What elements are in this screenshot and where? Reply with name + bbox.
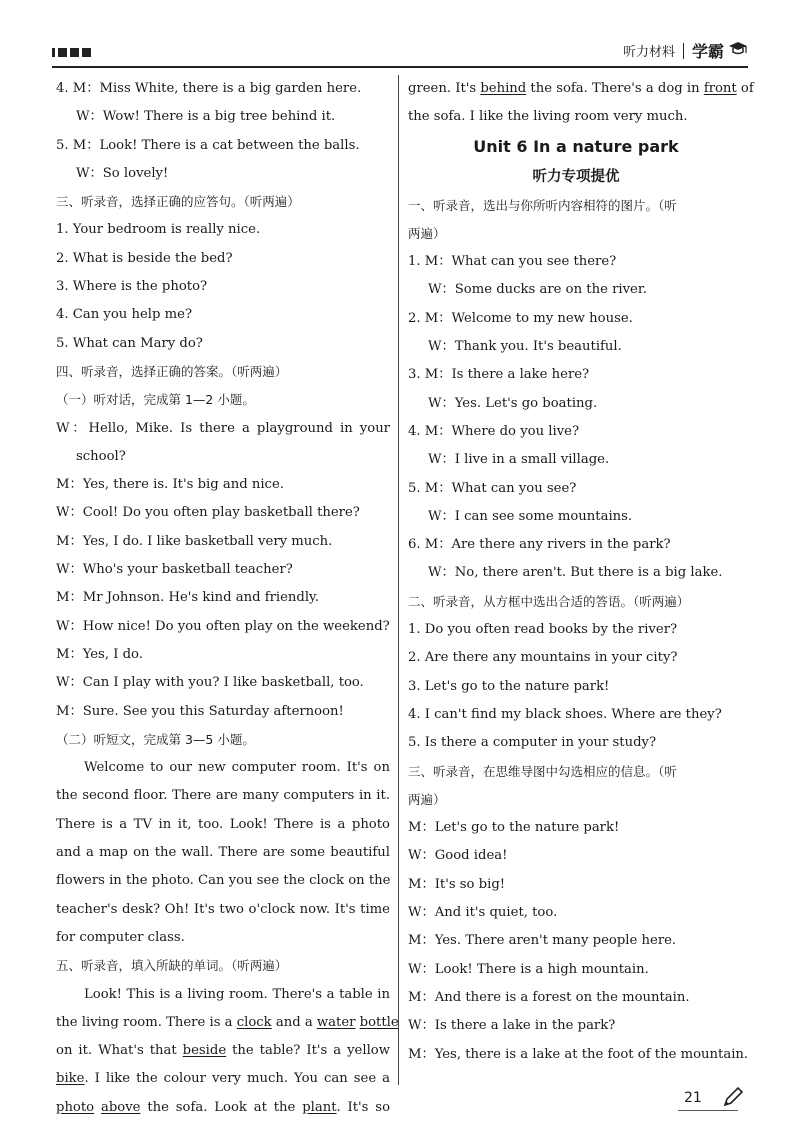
text-line: 2. What is beside the bed? bbox=[56, 250, 233, 266]
text-line: W：I can see some mountains. bbox=[428, 508, 633, 524]
text-segment: . I like the colour very much. You can see a bbox=[84, 1071, 390, 1087]
text-line: Look! This is a living room. There's a table in bbox=[84, 986, 390, 1002]
text-line: flowers in the photo. Can you see the clock on the bbox=[56, 873, 391, 889]
text-line bbox=[408, 75, 754, 103]
column-divider bbox=[398, 75, 399, 1085]
text-line: 2. M：Welcome to my new house. bbox=[408, 310, 633, 326]
header-block-marks bbox=[52, 48, 91, 57]
text-line: teacher's desk? Oh! It's two o'clock now. It's time bbox=[56, 901, 390, 917]
section-heading: 四、听录音，选择正确的答案。（听两遍） bbox=[56, 363, 288, 379]
text-line: 5. Is there a computer in your study? bbox=[408, 735, 657, 751]
text-line: W：Cool! Do you often play basketball there? bbox=[56, 505, 360, 521]
text-line: Welcome to our new computer room. It's on bbox=[84, 760, 390, 776]
text-line: W：I live in a small village. bbox=[428, 452, 610, 468]
filled-answer: above bbox=[100, 1099, 141, 1115]
text-line: 1. M：What can you see there? bbox=[408, 254, 617, 270]
text-line: W：Wow! There is a big tree behind it. bbox=[76, 109, 336, 125]
text-line: W：So lovely! bbox=[76, 165, 169, 181]
text-line: W：Hello, Mike. Is there a playground in your bbox=[56, 420, 390, 436]
text-line bbox=[56, 1094, 390, 1122]
text-line: W：How nice! Do you often play on the weekend? bbox=[56, 618, 390, 634]
page-header bbox=[0, 0, 800, 72]
filled-answer: photo bbox=[56, 1099, 95, 1115]
text-line: 4. M：Where do you live? bbox=[408, 423, 580, 439]
header-separator bbox=[683, 43, 684, 59]
text-line: for computer class. bbox=[56, 929, 185, 945]
section-heading: （一）听对话，完成第 1—2 小题。 bbox=[56, 392, 255, 408]
section-heading: （二）听短文，完成第 3—5 小题。 bbox=[56, 731, 255, 747]
section-title: 听力专项提优 bbox=[532, 168, 620, 185]
section-heading: 五、听录音，填入所缺的单词。（听两遍） bbox=[56, 958, 288, 974]
text-segment: of bbox=[736, 81, 754, 96]
text-segment: . It's so bbox=[336, 1099, 391, 1115]
section-heading: 一、听录音，选出与你所听内容相符的图片。（听 bbox=[408, 197, 677, 213]
header-label: 听力材料 bbox=[622, 45, 675, 60]
text-segment: the sofa. Look at the bbox=[140, 1099, 303, 1115]
text-segment: on it. What's that bbox=[56, 1043, 183, 1059]
text-line: 3. Let's go to the nature park! bbox=[408, 678, 610, 694]
text-line: and a map on the wall. There are some beautiful bbox=[56, 845, 390, 861]
text-line: M：Yes, there is a lake at the foot of the mountain. bbox=[408, 1046, 749, 1062]
text-line: W：Yes. Let's go boating. bbox=[428, 395, 598, 411]
footer-rule bbox=[678, 1110, 738, 1111]
header-rule bbox=[52, 66, 748, 68]
section-heading: 三、听录音，在思维导图中勾选相应的信息。（听 bbox=[408, 763, 677, 779]
text-line: 6. M：Are there any rivers in the park? bbox=[408, 537, 671, 553]
filled-answer: bike bbox=[56, 1071, 85, 1087]
text-line: M：Let's go to the nature park! bbox=[408, 820, 620, 836]
filled-answer: beside bbox=[182, 1043, 227, 1059]
header-brand: 学霸 bbox=[691, 42, 724, 61]
filled-answer: front bbox=[703, 81, 737, 96]
text-line: 3. M：Is there a lake here? bbox=[408, 367, 590, 383]
text-line: 5. M：What can you see? bbox=[408, 480, 577, 496]
text-line: school? bbox=[76, 448, 126, 464]
text-line bbox=[56, 1065, 390, 1093]
text-line: W：Good idea! bbox=[408, 848, 508, 864]
text-line: M：Yes, there is. It's big and nice. bbox=[56, 477, 284, 493]
page-number: 21 bbox=[684, 1090, 702, 1106]
text-line: M：Mr Johnson. He's kind and friendly. bbox=[56, 590, 319, 606]
text-segment: the sofa. There's a dog in bbox=[526, 81, 704, 96]
text-line: W：Look! There is a high mountain. bbox=[408, 961, 649, 977]
left-column bbox=[56, 75, 399, 1122]
text-line: W：Some ducks are on the river. bbox=[428, 282, 647, 298]
filled-answer: bottle bbox=[359, 1014, 399, 1030]
text-line: the sofa. I like the living room very much. bbox=[408, 109, 688, 125]
filled-answer: behind bbox=[480, 81, 527, 96]
text-line: W：Is there a lake in the park? bbox=[408, 1018, 616, 1034]
text-segment: the living room. There is a bbox=[56, 1014, 237, 1030]
text-segment: and a bbox=[271, 1014, 317, 1030]
text-line: the second floor. There are many computers in it. bbox=[56, 788, 390, 804]
text-segment: the table? It's a yellow bbox=[226, 1043, 391, 1059]
text-line: 3. Where is the photo? bbox=[56, 279, 208, 295]
text-line: 4. I can't find my black shoes. Where are they? bbox=[408, 706, 722, 722]
text-line: There is a TV in it, too. Look! There is a photo bbox=[56, 816, 390, 832]
section-heading: 二、听录音，从方框中选出合适的答语。（听两遍） bbox=[408, 593, 690, 609]
section-heading: 两遍） bbox=[408, 791, 446, 807]
text-line: M：And there is a forest on the mountain. bbox=[408, 989, 690, 1005]
text-line: 1. Do you often read books by the river? bbox=[408, 622, 678, 638]
filled-answer: clock bbox=[236, 1014, 272, 1030]
text-line: 4. Can you help me? bbox=[56, 307, 193, 323]
text-line: M：Yes. There aren't many people here. bbox=[408, 933, 677, 949]
text-line: M：It's so big! bbox=[408, 876, 506, 892]
unit-title: Unit 6 In a nature park bbox=[473, 136, 679, 156]
text-line: W：Thank you. It's beautiful. bbox=[428, 339, 622, 355]
text-line: M：Sure. See you this Saturday afternoon! bbox=[56, 703, 344, 719]
header-title-group bbox=[623, 39, 748, 62]
text-line: 4. M：Miss White, there is a big garden here. bbox=[56, 81, 362, 96]
text-line: 5. What can Mary do? bbox=[56, 335, 203, 351]
text-line: M：Yes, I do. I like basketball very much. bbox=[56, 533, 333, 549]
text-line: W：Who's your basketball teacher? bbox=[56, 562, 293, 578]
text-segment: green. It's bbox=[408, 81, 481, 96]
filled-answer: water bbox=[316, 1014, 356, 1030]
graduation-cap-icon bbox=[728, 40, 748, 62]
section-heading: 两遍） bbox=[408, 225, 446, 241]
text-line: W：Can I play with you? I like basketball, too. bbox=[56, 675, 364, 691]
pencil-icon bbox=[722, 1086, 744, 1112]
text-line: 2. Are there any mountains in your city? bbox=[408, 650, 678, 666]
right-column bbox=[408, 75, 754, 1069]
text-line: W：No, there aren't. But there is a big lake. bbox=[428, 565, 723, 581]
filled-answer: plant bbox=[302, 1099, 337, 1115]
text-line: M：Yes, I do. bbox=[56, 646, 143, 662]
text-line: 1. Your bedroom is really nice. bbox=[56, 222, 261, 238]
section-heading: 三、听录音，选择正确的应答句。（听两遍） bbox=[56, 194, 300, 210]
text-segment bbox=[94, 1100, 101, 1115]
text-line: 5. M：Look! There is a cat between the balls. bbox=[56, 137, 360, 153]
text-line bbox=[56, 1037, 390, 1065]
text-line bbox=[56, 1009, 399, 1037]
text-line: W：And it's quiet, too. bbox=[408, 905, 558, 921]
